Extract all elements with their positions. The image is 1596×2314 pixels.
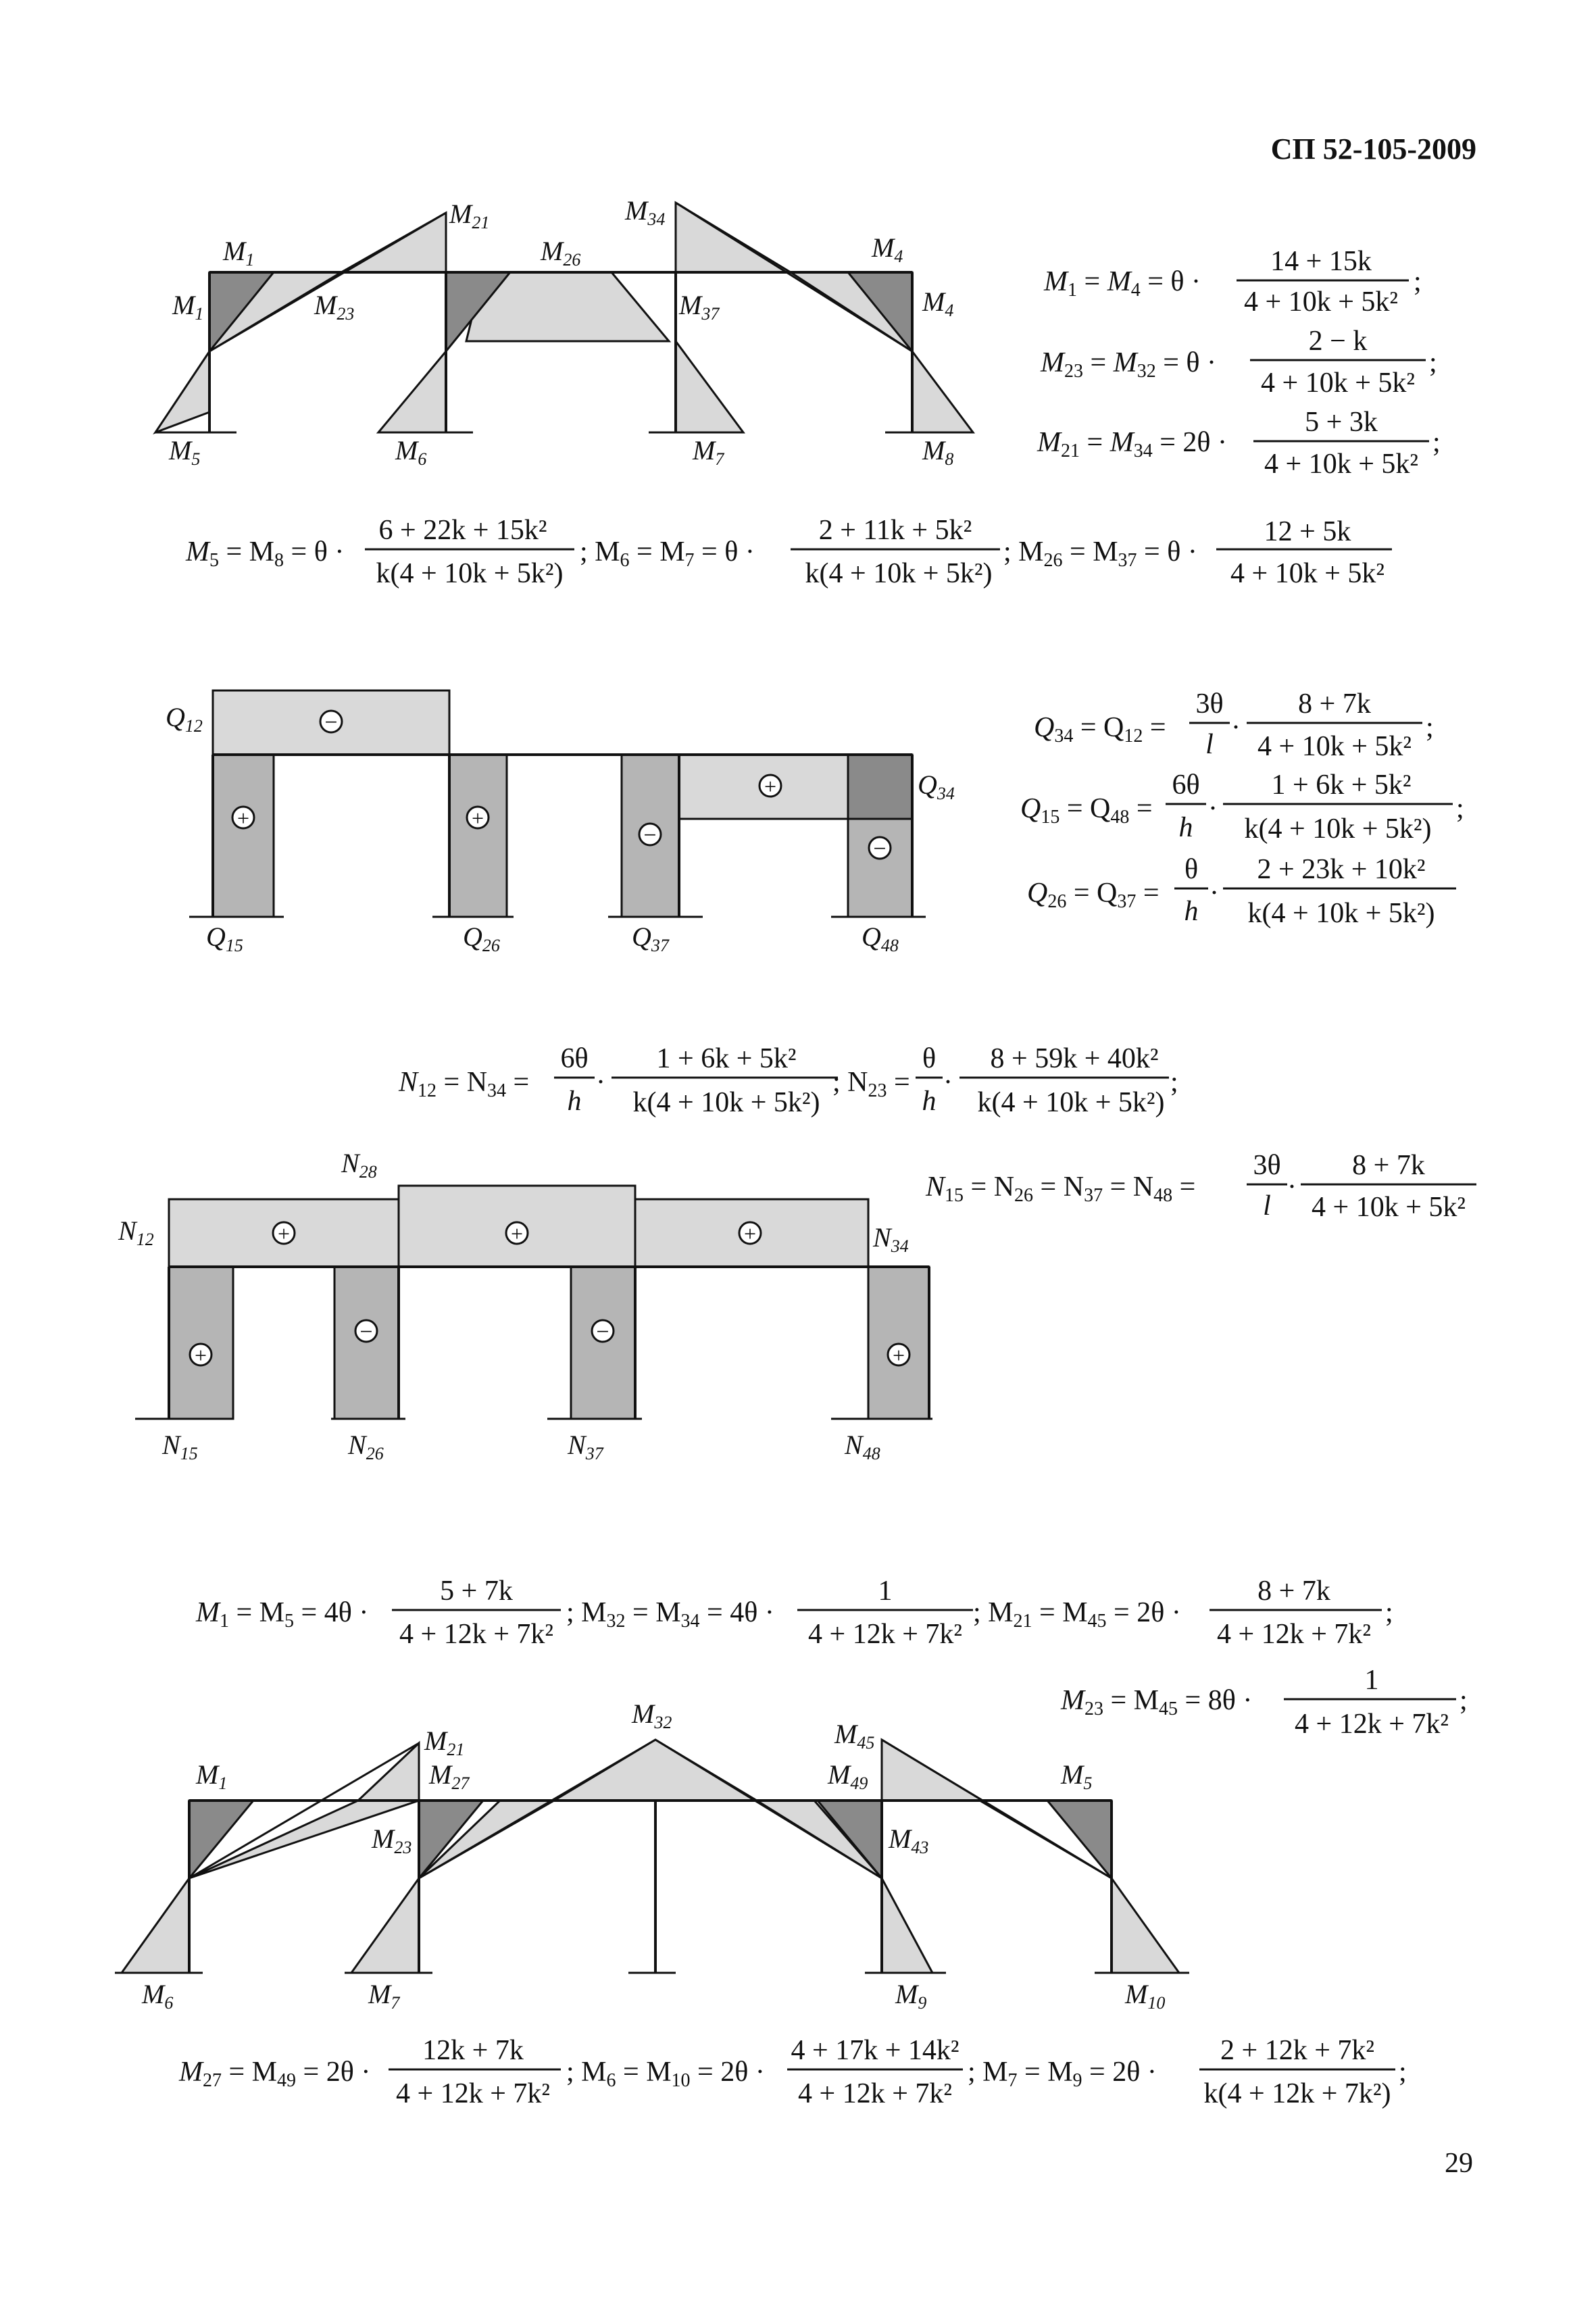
svg-text:+: +: [743, 1222, 757, 1246]
formula-f2-denominator: 4 + 10k + 5k²: [1261, 368, 1415, 399]
svg-text:k(4 + 10k + 5k²): k(4 + 10k + 5k²): [1247, 898, 1435, 929]
svg-text:12k + 7k: 12k + 7k: [422, 2035, 524, 2066]
svg-text:l: l: [1263, 1190, 1271, 1222]
svg-text:;: ;: [1432, 427, 1441, 458]
formula-f7: Q26 = Q37 =: [1027, 878, 1159, 912]
svg-text:;: ;: [1429, 347, 1437, 378]
label-M6: $M_6$: [395, 435, 427, 469]
label-Q37: $Q_{37}$: [632, 922, 669, 955]
svg-text:1: 1: [878, 1576, 893, 1607]
formula-f9: [925, 1150, 1476, 1223]
label-M21: $M_{21}$: [424, 1726, 465, 1759]
label-M7: $M_7$: [693, 435, 724, 469]
svg-text:+: +: [194, 1343, 207, 1367]
label-M45: $M_{45}$: [834, 1719, 875, 1753]
svg-text:5 + 7k: 5 + 7k: [440, 1576, 513, 1607]
svg-text:1: 1: [1364, 1665, 1379, 1696]
formula-f3: M21 = M34 = 2θ ·: [1037, 427, 1227, 461]
moment-area-M6: [378, 351, 446, 432]
svg-text:+: +: [892, 1343, 905, 1367]
svg-text:6 + 22k + 15k²: 6 + 22k + 15k²: [378, 515, 547, 546]
formula-f2: M23 = M32 = θ ·: [1041, 347, 1216, 382]
svg-text:−: −: [643, 823, 657, 848]
formula-block-2: [1020, 688, 1464, 929]
svg-text:θ: θ: [1184, 854, 1199, 885]
svg-text:;: ;: [1460, 1685, 1468, 1716]
label-Q26: $Q_{26}$: [463, 922, 500, 955]
svg-text:4 + 10k + 5k²: 4 + 10k + 5k²: [1257, 731, 1412, 762]
svg-text:4 + 12k + 7k²: 4 + 12k + 7k²: [1295, 1709, 1449, 1740]
svg-text:M5 = M8 = θ ·: M5 = M8 = θ ·: [186, 536, 345, 571]
svg-text:k(4 + 12k + 7k²): k(4 + 12k + 7k²): [1203, 2078, 1391, 2109]
formula-f11: [1060, 1665, 1468, 1740]
moment-area-M32: [554, 1740, 757, 1801]
svg-text:·: ·: [943, 1067, 953, 1098]
shear-area-Q48: [848, 819, 912, 917]
moment-area-M6: [122, 1878, 189, 1973]
label-N12: $N_{12}$: [118, 1215, 154, 1249]
svg-text:h: h: [567, 1086, 582, 1117]
svg-text:l: l: [1205, 729, 1214, 760]
svg-text:6θ: 6θ: [1172, 770, 1200, 801]
svg-text:+: +: [236, 806, 250, 830]
svg-text:+: +: [471, 806, 484, 830]
label-M4-top: $M_4$: [872, 232, 903, 266]
svg-text:8 + 7k: 8 + 7k: [1298, 688, 1371, 720]
moment-area-M10: [1112, 1878, 1179, 1973]
svg-text:;: ;: [1426, 712, 1434, 743]
svg-text:2 + 23k + 10k²: 2 + 23k + 10k²: [1257, 854, 1426, 885]
label-M5: $M_5$: [169, 435, 201, 469]
svg-text:;: ;: [1414, 266, 1422, 297]
svg-text:;: ;: [1170, 1067, 1178, 1098]
label-M49: $M_{49}$: [828, 1759, 868, 1793]
shear-area-Q15: [213, 755, 274, 917]
svg-text:θ: θ: [922, 1043, 937, 1074]
svg-text:3θ: 3θ: [1253, 1150, 1281, 1181]
shear-area-Q26: [449, 755, 507, 917]
svg-text:·: ·: [1231, 712, 1241, 743]
formula-f8: [398, 1043, 1178, 1118]
label-M1-left: $M_1$: [172, 290, 204, 324]
formula-f5: Q34 = Q12 =: [1034, 712, 1166, 747]
label-Q34: $Q_{34}$: [918, 770, 955, 803]
label-N37: $N_{37}$: [568, 1430, 603, 1463]
label-M4-right: $M_4$: [922, 286, 954, 320]
label-M1: $M_1$: [196, 1759, 228, 1793]
moment-diagram-2: [115, 1699, 1189, 2013]
svg-text:1 + 6k + 5k²: 1 + 6k + 5k²: [656, 1043, 797, 1074]
label-M21: $M_{21}$: [449, 199, 490, 232]
formula-f1: M1 = M4 = θ ·: [1044, 266, 1201, 301]
label-M6: $M_6$: [142, 1979, 174, 2013]
svg-text:; M6 = M7 = θ ·: ; M6 = M7 = θ ·: [580, 536, 755, 571]
axial-diagram: [118, 1148, 932, 1463]
shear-area-Q34-corner: [848, 755, 912, 819]
moment-area-M9: [882, 1878, 932, 1973]
svg-text:8 + 7k: 8 + 7k: [1257, 1576, 1330, 1607]
svg-text:h: h: [1184, 896, 1199, 927]
formula-f2-numerator: 2 − k: [1308, 326, 1368, 357]
svg-text:M27 = M49 = 2θ ·: M27 = M49 = 2θ ·: [179, 2057, 371, 2091]
label-M5: $M_5$: [1061, 1759, 1093, 1793]
label-N34: $N_{34}$: [873, 1222, 909, 1256]
svg-text:−: −: [873, 836, 887, 861]
svg-text:4 + 12k + 7k²: 4 + 12k + 7k²: [396, 2078, 550, 2109]
svg-text:2 + 12k + 7k²: 2 + 12k + 7k²: [1220, 2035, 1374, 2066]
label-N28: $N_{28}$: [341, 1148, 377, 1182]
svg-text:·: ·: [1208, 793, 1218, 824]
svg-text:1 + 6k + 5k²: 1 + 6k + 5k²: [1271, 770, 1412, 801]
svg-text:; M26 = M37 = θ ·: ; M26 = M37 = θ ·: [1003, 536, 1197, 571]
formula-block-1: [1037, 246, 1441, 480]
formula-f1-denominator: 4 + 10k + 5k²: [1244, 286, 1398, 318]
moment-area-M7: [351, 1878, 419, 1973]
label-M23: $M_{23}$: [314, 290, 355, 324]
svg-text:M23 = M45 = 8θ ·: M23 = M45 = 8θ ·: [1061, 1685, 1253, 1719]
svg-text:−: −: [359, 1319, 373, 1344]
svg-text:;: ;: [1385, 1597, 1393, 1628]
svg-text:+: +: [277, 1222, 291, 1246]
svg-text:·: ·: [1210, 878, 1219, 909]
svg-text:6θ: 6θ: [560, 1043, 589, 1074]
moment-diagram-1: [155, 195, 973, 469]
label-N48: $N_{48}$: [845, 1430, 880, 1463]
formula-f6: Q15 = Q48 =: [1020, 793, 1153, 828]
label-M34: $M_{34}$: [625, 195, 666, 229]
svg-text:+: +: [764, 774, 777, 799]
svg-text:;: ;: [1399, 2057, 1407, 2088]
page-number: 29: [1445, 2148, 1473, 2179]
svg-text:−: −: [596, 1319, 609, 1344]
moment-area-M8: [912, 351, 973, 432]
svg-text:; M7 = M9 = 2θ ·: ; M7 = M9 = 2θ ·: [968, 2057, 1157, 2091]
label-Q48: $Q_{48}$: [862, 922, 899, 955]
label-M23: $M_{23}$: [372, 1823, 412, 1857]
label-M1-top: $M_1$: [223, 236, 255, 270]
svg-text:+: +: [510, 1222, 524, 1246]
svg-text:2 + 11k + 5k²: 2 + 11k + 5k²: [818, 515, 972, 546]
svg-text:4 + 10k + 5k²: 4 + 10k + 5k²: [1230, 558, 1385, 589]
label-M37: $M_{37}$: [679, 290, 720, 324]
formula-f3-denominator: 4 + 10k + 5k²: [1264, 449, 1418, 480]
svg-text:−: −: [324, 710, 338, 735]
svg-text:4 + 17k + 14k²: 4 + 17k + 14k²: [791, 2035, 959, 2066]
label-Q12: $Q_{12}$: [166, 702, 203, 736]
svg-text:h: h: [922, 1086, 937, 1117]
formula-f10: [195, 1576, 1393, 1650]
label-M7: $M_7$: [368, 1979, 400, 2013]
svg-text:8 + 7k: 8 + 7k: [1352, 1150, 1425, 1181]
moment-area-M5: [1047, 1801, 1112, 1878]
svg-text:k(4 + 10k + 5k²): k(4 + 10k + 5k²): [376, 558, 564, 589]
svg-text:4 + 12k + 7k²: 4 + 12k + 7k²: [808, 1619, 962, 1650]
document-code: СП 52-105-2009: [1270, 132, 1476, 166]
label-N15: $N_{15}$: [162, 1430, 198, 1463]
svg-text:M1 = M5 = 4θ ·: M1 = M5 = 4θ ·: [196, 1597, 369, 1632]
svg-text:h: h: [1178, 812, 1193, 843]
svg-text:4 + 10k + 5k²: 4 + 10k + 5k²: [1312, 1192, 1466, 1223]
svg-text:12 + 5k: 12 + 5k: [1264, 516, 1351, 547]
label-Q15: $Q_{15}$: [206, 922, 243, 955]
svg-text:; M32 = M34 = 4θ ·: ; M32 = M34 = 4θ ·: [566, 1597, 774, 1632]
svg-text:4 + 12k + 7k²: 4 + 12k + 7k²: [399, 1619, 553, 1650]
svg-text:·: ·: [1287, 1172, 1297, 1203]
label-M27: $M_{27}$: [429, 1759, 470, 1793]
svg-text:4 + 12k + 7k²: 4 + 12k + 7k²: [1217, 1619, 1371, 1650]
svg-text:N12 = N34 =: N12 = N34 =: [399, 1067, 530, 1101]
label-N26: $N_{26}$: [348, 1430, 384, 1463]
svg-text:·: ·: [596, 1067, 605, 1098]
svg-text:; M21 = M45 = 2θ ·: ; M21 = M45 = 2θ ·: [973, 1597, 1181, 1632]
formula-f4: [185, 515, 1392, 589]
label-M32: $M_{32}$: [632, 1699, 672, 1732]
label-M43: $M_{43}$: [889, 1823, 929, 1857]
svg-text:;: ;: [1456, 793, 1464, 824]
label-M26: $M_{26}$: [541, 236, 581, 270]
svg-text:; M6 = M10 = 2θ ·: ; M6 = M10 = 2θ ·: [566, 2057, 765, 2091]
formula-f1-numerator: 14 + 15k: [1270, 246, 1372, 277]
label-M9: $M_9$: [895, 1979, 927, 2013]
svg-text:3θ: 3θ: [1195, 688, 1224, 720]
svg-text:; N23 =: ; N23 =: [832, 1067, 910, 1101]
svg-text:k(4 + 10k + 5k²): k(4 + 10k + 5k²): [977, 1087, 1165, 1118]
svg-text:k(4 + 10k + 5k²): k(4 + 10k + 5k²): [805, 558, 993, 589]
label-M10: $M_{10}$: [1125, 1979, 1166, 2013]
moment-area-M5: [155, 351, 209, 432]
svg-text:8 + 59k + 40k²: 8 + 59k + 40k²: [990, 1043, 1159, 1074]
svg-text:4 + 12k + 7k²: 4 + 12k + 7k²: [798, 2078, 952, 2109]
label-M8: $M_8$: [922, 435, 954, 469]
svg-text:k(4 + 10k + 5k²): k(4 + 10k + 5k²): [632, 1087, 820, 1118]
svg-text:N15 = N26 = N37 = N48 =: N15 = N26 = N37 = N48 =: [926, 1172, 1196, 1206]
formula-f12: [178, 2035, 1407, 2109]
moment-area-M7: [676, 341, 743, 432]
shear-diagram: [166, 690, 955, 955]
svg-text:k(4 + 10k + 5k²): k(4 + 10k + 5k²): [1244, 813, 1432, 845]
formula-f3-numerator: 5 + 3k: [1305, 407, 1378, 438]
